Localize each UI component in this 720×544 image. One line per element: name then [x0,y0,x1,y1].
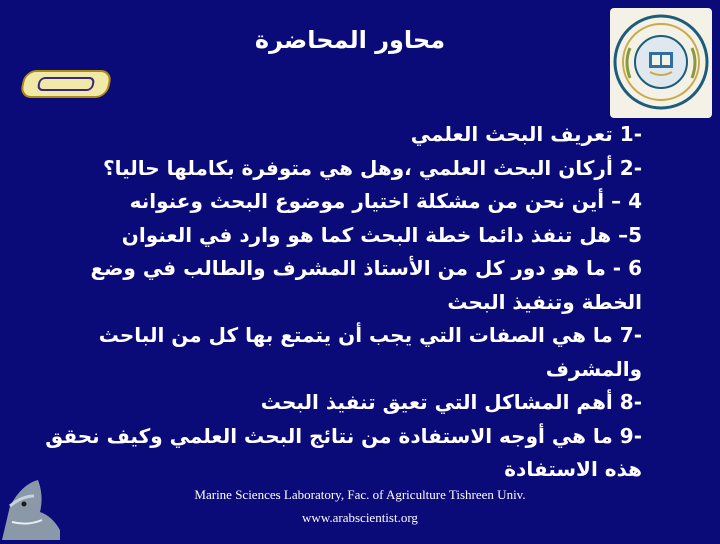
topic-7: -7 ما هي الصفات التي يجب أن يتمتع بها كل من الباحث [98,323,642,347]
university-logo-icon [610,8,712,118]
topic-9-cont: هذه الاستفادة [504,457,642,481]
topic-6-cont: الخطة وتنفيذ البحث [447,289,642,314]
footer-website: www.arabscientist.org [302,510,418,525]
topic-1: -1 تعريف البحث العلمي [410,122,642,146]
footer-lab: Marine Sciences Laboratory, Fac. of Agriculture Tishreen Univ. [194,487,526,502]
slide-title: محاور المحاضرة [254,26,446,54]
topic-4: 4 – أين نحن من مشكلة اختيار موضوع البحث وعنوانه [129,189,642,213]
decorative-badge-icon [19,70,113,98]
topic-6: 6 - ما هو دور كل من الأستاذ المشرف والطالب في وضع [90,256,642,280]
topics-list [22,118,642,487]
topic-7-cont: والمشرف [545,356,642,381]
topic-2: -2 أركان البحث العلمي ،وهل هي متوفرة بكاملها حاليا؟ [103,155,642,180]
shark-image [0,466,62,540]
topic-9: -9 ما هي أوجه الاستفادة من نتائج البحث العلمي وكيف نحقق [45,423,642,448]
topic-5: 5– هل تنفذ دائما خطة البحث كما هو وارد في العنوان [121,222,642,247]
topic-8: -8 أهم المشاكل التي تعيق تنفيذ البحث [260,390,642,414]
